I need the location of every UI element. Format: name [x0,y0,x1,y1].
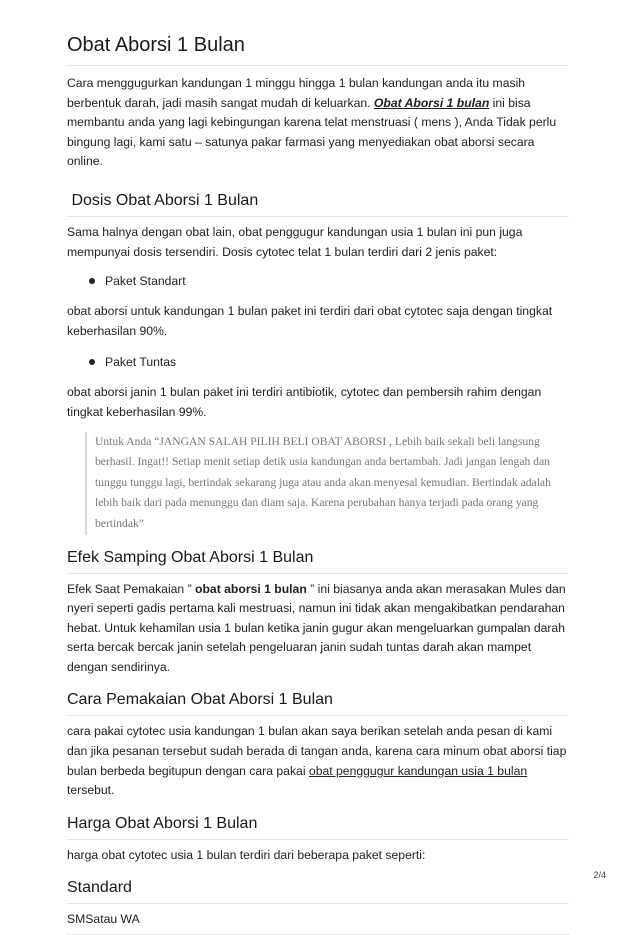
cara-link[interactable]: obat penggugur kandungan usia 1 bulan [308,763,528,778]
efek-heading: Efek Samping Obat Aborsi 1 Bulan [67,548,569,574]
cara-text-before: cara pakai cytotec usia kandungan 1 bulan akan saya berikan setelah anda pesan di kami dan jika pesanan tersebut sudah berada di tangan anda, karena cara minum obat aborsi tiap bulan berbeda begitupun dengan cara pakai [67,724,567,778]
cara-text-after: tersebut. [67,783,115,798]
intro-paragraph [67,74,569,172]
efek-bold-term: obat aborsi 1 bulan [195,581,307,596]
efek-text-after: ” ini biasanya anda akan merasakan Mules dan nyeri seperti gadis pertama kali mestruasi, namun ini tidak akan mengakibatkan pendarahan hebat. Untuk kehamilan usia 1 bulan ketika janin gugur akan mengeluarkan gumpalan darah serta bercak bercak janin setelah pengeluaran janin sudah tuntas darah akan mampet dengan sendirinya. [67,581,566,674]
list-item [67,271,569,291]
cara-paragraph [67,722,569,800]
page-title: Obat Aborsi 1 Bulan [67,0,569,66]
harga-paragraph: harga obat cytotec usia 1 bulan terdiri dari beberapa paket seperti: [67,847,426,862]
bullet-icon [89,359,95,365]
intro-link[interactable]: Obat Aborsi 1 bulan [373,95,490,110]
list-item [67,352,569,372]
paket2-label: Paket Tuntas [105,355,177,370]
page-number: 2/4 [593,870,606,880]
cara-heading: Cara Pemakaian Obat Aborsi 1 Bulan [67,690,569,716]
paket1-label: Paket Standart [105,274,186,289]
dosis-heading: Dosis Obat Aborsi 1 Bulan [67,191,569,217]
intro-text-before: Cara menggugurkan kandungan 1 minggu hingga 1 bulan kandungan anda itu masih berbentuk darah, jadi masih sangat mudah di keluarkan. [67,76,526,110]
standard-heading: Standard [67,878,569,904]
document-page [67,0,569,935]
dosis-paragraph: Sama halnya dengan obat lain, obat penggugur kandungan usia 1 bulan ini pun juga mempunyai dosis tersendiri. Dosis cytotec telat 1 bulan terdiri dari 2 jenis paket: [67,224,523,259]
paket2-description: obat aborsi janin 1 bulan paket ini terdiri antibiotik, cytotec dan pembersih rahim dengan tingkat keberhasilan 99%. [67,385,542,419]
quote-block: Untuk Anda “JANGAN SALAH PILIH BELI OBAT ABORSI , Lebih baik sekali beli langsung berhasil. Ingat!! Setiap menit setiap detik usia kandungan anda bertambah. Jadi jangan lengah dan tunggu tunggu lagi, bertindak sekarang juga atau anda akan menyesal kemudian. Bertindak adalah lebih baik dari pada menunggu dan diam saja. Karena perubahan hanya terjadi pada orang yang bertindak” [85,432,569,535]
bullet-icon [89,278,95,284]
intro-text-after: ini bisa membantu anda yang lagi kebingungan karena telat menstruasi ( mens ), Anda Tidak perlu bingung lagi, kami satu – satunya pakar farmasi yang menyediakan obat aborsi secara online. [67,95,557,169]
efek-text-before: Efek Saat Pemakaian ” [67,581,196,596]
efek-paragraph [67,580,569,678]
paket2-list [67,352,569,372]
paket1-description: obat aborsi untuk kandungan 1 bulan paket ini terdiri dari obat cytotec saja dengan tingkat keberhasilan 90%. [67,304,553,338]
standard-paragraph: SMSatau WA [67,910,569,935]
harga-heading: Harga Obat Aborsi 1 Bulan [67,814,569,840]
paket1-list [67,271,569,291]
